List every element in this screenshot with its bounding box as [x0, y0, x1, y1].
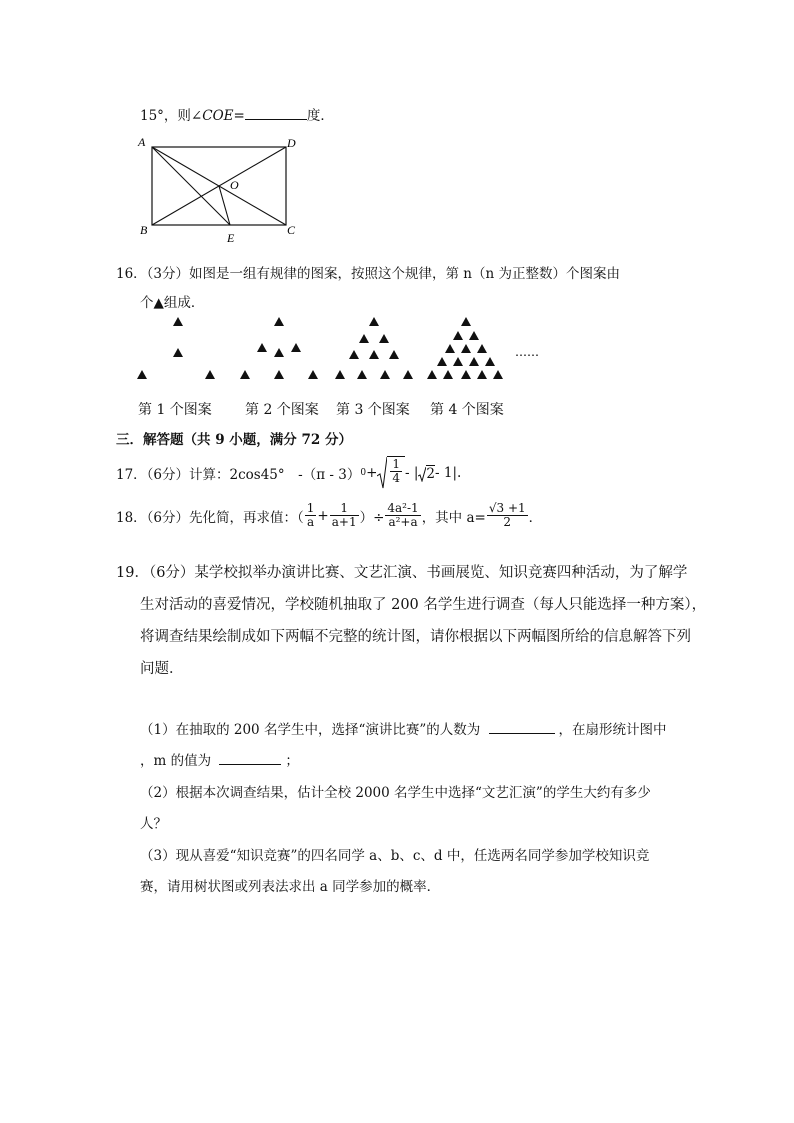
q17-sup: 0 — [360, 468, 367, 478]
q18-line — [116, 502, 542, 529]
pattern-3-triangle — [349, 350, 359, 359]
q19-part2-line2: 人？ — [140, 816, 167, 832]
q18-f4-den: 2 — [503, 515, 512, 529]
pattern-caption-3: 第 3 个图案 — [336, 402, 410, 418]
pattern-4-triangle — [461, 370, 471, 379]
q18-fraction-3 — [385, 502, 420, 529]
pattern-1-triangle — [173, 348, 183, 357]
sqrt-fraction — [377, 456, 405, 490]
pattern-2-triangle — [240, 370, 250, 379]
q19-line4: 问题． — [140, 661, 184, 677]
q18-f3-num: 4a²-1 — [387, 501, 419, 515]
q15-suffix: 度． — [306, 108, 334, 124]
pattern-4-triangle — [493, 370, 503, 379]
section-heading: 三．解答题（共 9 小题，满分 72 分） — [116, 432, 352, 448]
q15-eq: = — [233, 108, 245, 124]
answer-blank-m-value[interactable] — [219, 750, 281, 765]
pattern-3-triangle — [389, 350, 399, 359]
q18-f4-num: √3 +1 — [488, 501, 526, 515]
q18-f2-den: a+1 — [331, 515, 357, 529]
pattern-4-triangle — [477, 344, 487, 353]
pattern-ellipsis: …… — [515, 345, 539, 359]
q17-plus: + — [366, 465, 378, 481]
pattern-4-triangle — [437, 357, 447, 366]
q18-mid: ，其中 a= — [421, 509, 486, 526]
pattern-4-triangle — [445, 344, 455, 353]
label-b: B — [140, 223, 148, 237]
pattern-3-triangle — [379, 334, 389, 343]
sqrt-two — [418, 465, 435, 482]
pattern-1-triangle — [173, 317, 183, 326]
q19-p1-d: ； — [285, 753, 299, 769]
q18-fraction-4 — [487, 502, 528, 529]
answer-blank-speech-count[interactable] — [489, 719, 555, 734]
triangle-patterns — [130, 310, 550, 390]
pattern-3-triangle — [369, 350, 379, 359]
q19-p1-b: ，在扇形统计图中 — [558, 722, 667, 738]
q17-frac-num: 1 — [392, 457, 401, 471]
q18-fraction-1 — [305, 502, 317, 529]
label-e: E — [227, 231, 235, 245]
pattern-4-triangle — [461, 317, 471, 326]
triangle-pattern-group — [137, 317, 503, 379]
triangle-icon: ▲ — [153, 295, 164, 311]
q19-part1-line1 — [140, 718, 667, 738]
q19-part3-line1: （3）现从喜爱“知识竞赛”的四名同学 a、b、c、d 中，任选两名同学参加学校知识竞 — [140, 848, 650, 864]
label-o: O — [230, 178, 239, 192]
pattern-1-triangle — [137, 370, 147, 379]
label-d: D — [287, 136, 296, 150]
q19-line1: 19．（6分）某学校拟举办演讲比赛、文艺汇演、书画展览、知识竞赛四种活动，为了解学 — [116, 565, 688, 581]
q19-part3-line2: 赛，请用树状图或列表法求出 a 同学参加的概率． — [140, 879, 441, 895]
q16-line1: 16．（3分）如图是一组有规律的图案，按照这个规律，第 n（n 为正整数）个图案由 — [116, 266, 620, 282]
pattern-4-triangle — [477, 370, 487, 379]
q18-prefix: 18．（6分）先化简，再求值：（ — [116, 509, 304, 526]
radical-sign — [377, 456, 387, 490]
pattern-4-triangle — [427, 370, 437, 379]
q17-tail: - 1|. — [435, 465, 462, 481]
q16-line2 — [140, 291, 204, 311]
pattern-4-triangle — [469, 357, 479, 366]
pattern-4-triangle — [461, 344, 471, 353]
pattern-2-triangle — [308, 370, 318, 379]
q17-line — [116, 456, 461, 490]
pattern-4-triangle — [453, 331, 463, 340]
rectangle-diagram — [130, 130, 310, 250]
label-c: C — [287, 223, 296, 237]
q16-line2-post: 组成． — [163, 295, 205, 311]
pattern-4-triangle — [453, 357, 463, 366]
pattern-2-triangle — [274, 348, 284, 357]
q18-f3-den: a²+a — [388, 515, 418, 529]
q19-p1-c: ，m 的值为 — [140, 753, 212, 769]
pattern-1-triangle — [205, 370, 215, 379]
q18-close-div: ）÷ — [359, 509, 385, 526]
pattern-3-triangle — [357, 370, 367, 379]
q17-frac-den: 4 — [392, 471, 401, 485]
pattern-caption-2: 第 2 个图案 — [245, 402, 319, 418]
pattern-caption-1: 第 1 个图案 — [138, 402, 212, 418]
q15-prefix: 15°，则∠ — [140, 108, 203, 124]
pattern-4-triangle — [485, 357, 495, 366]
pattern-3-triangle — [380, 370, 390, 379]
q17-sqrt-val: 2 — [426, 465, 436, 482]
answer-blank-q15[interactable] — [245, 105, 307, 120]
q19-line3: 将调查结果绘制成如下两幅不完整的统计图，请你根据以下两幅图所给的信息解答下列 — [140, 629, 691, 645]
q15-line — [140, 104, 334, 124]
q19-p1-a: （1）在抽取的 200 名学生中，选择“演讲比赛”的人数为 — [140, 722, 481, 738]
pattern-3-triangle — [369, 317, 379, 326]
q16-line2-pre: 个 — [140, 295, 154, 311]
radical-sign-small — [418, 466, 426, 482]
q18-f1-den: a — [307, 515, 315, 529]
pattern-4-triangle — [443, 370, 453, 379]
label-a: A — [138, 135, 146, 149]
q15-angle: COE — [202, 108, 234, 124]
q19-part1-line2 — [140, 749, 299, 769]
q17-fraction — [390, 458, 402, 485]
q18-fraction-2 — [330, 502, 359, 529]
pattern-3-triangle — [359, 334, 369, 343]
pattern-2-triangle — [291, 343, 301, 352]
q19-part2-line1: （2）根据本次调查结果，估计全校 2000 名学生中选择“文艺汇演”的学生大约有多少 — [140, 785, 651, 801]
pattern-4-triangle — [469, 331, 479, 340]
pattern-2-triangle — [257, 343, 267, 352]
q17-prefix: 17．（6分）计算：2cos45° -（π - 3） — [116, 467, 361, 483]
pattern-3-triangle — [403, 370, 413, 379]
q19-line2: 生对活动的喜爱情况，学校随机抽取了 200 名学生进行调查（每人只能选择一种方案）， — [140, 597, 707, 613]
q18-f2-num: 1 — [330, 502, 359, 516]
q17-abs-open: - | — [405, 465, 419, 481]
q18-plus: + — [317, 507, 329, 524]
pattern-2-triangle — [274, 317, 284, 326]
pattern-3-triangle — [335, 370, 345, 379]
q18-f1-num: 1 — [306, 501, 315, 515]
pattern-2-triangle — [274, 370, 284, 379]
pattern-caption-4: 第 4 个图案 — [430, 402, 504, 418]
q18-end: ． — [528, 509, 543, 526]
